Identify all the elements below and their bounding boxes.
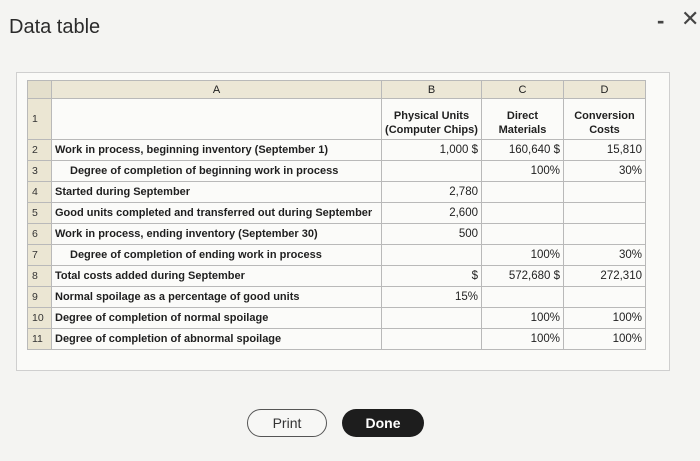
cell-d: 30%: [564, 245, 646, 266]
row-number: 9: [28, 287, 52, 308]
column-letter-a: A: [52, 81, 382, 99]
table-row: [28, 203, 646, 224]
cell-b: [382, 266, 482, 287]
column-letter-d: D: [564, 81, 646, 99]
cell-d: [564, 224, 646, 245]
table-row: [28, 245, 646, 266]
cell-b: [382, 140, 482, 161]
cell-b: [382, 245, 482, 266]
cell-c: [482, 224, 564, 245]
cell-c: 100%: [482, 329, 564, 350]
row-label: Work in process, ending inventory (September 30): [52, 224, 382, 245]
table-row: [28, 287, 646, 308]
row-number: 2: [28, 140, 52, 161]
cell-d: 30%: [564, 161, 646, 182]
row-label: Degree of completion of ending work in process: [52, 245, 382, 266]
print-button[interactable]: Print: [247, 409, 327, 437]
row-label: [52, 99, 382, 140]
table-row: [28, 266, 646, 287]
row-label: Work in process, beginning inventory (September 1): [52, 140, 382, 161]
column-header-d-line1: Conversion: [574, 110, 635, 122]
cell-d: [564, 287, 646, 308]
data-table-frame: [16, 72, 670, 371]
row-label: Good units completed and transferred out during September: [52, 203, 382, 224]
cell-c-value: 160,640: [508, 144, 551, 156]
column-header-b-line2: (Computer Chips): [385, 124, 478, 136]
row-number: 7: [28, 245, 52, 266]
row-number: 5: [28, 203, 52, 224]
cell-c: [482, 266, 564, 287]
cell-c: [482, 140, 564, 161]
row-number: 1: [28, 99, 52, 140]
cell-c: 100%: [482, 161, 564, 182]
table-row: [28, 140, 646, 161]
table-row: [28, 99, 646, 140]
cell-c-currency: $: [553, 270, 560, 282]
row-label: Degree of completion of beginning work in process: [52, 161, 382, 182]
done-button[interactable]: Done: [342, 409, 424, 437]
column-letter-b: B: [382, 81, 482, 99]
cell-d: [564, 203, 646, 224]
cell-b-value: 1,000: [439, 144, 469, 156]
cell-d: 272,310: [564, 266, 646, 287]
row-number: 6: [28, 224, 52, 245]
minimize-icon[interactable]: -: [657, 8, 665, 33]
cell-c: [482, 287, 564, 308]
data-table: [27, 80, 646, 350]
column-header-c-line1: Direct: [506, 110, 539, 122]
row-label: Degree of completion of abnormal spoilage: [52, 329, 382, 350]
table-row: [28, 329, 646, 350]
close-icon[interactable]: ✕: [681, 6, 700, 31]
row-label: Normal spoilage as a percentage of good units: [52, 287, 382, 308]
row-number: 3: [28, 161, 52, 182]
row-label: Degree of completion of normal spoilage: [52, 308, 382, 329]
row-number: 4: [28, 182, 52, 203]
table-row: [28, 224, 646, 245]
cell-b: [382, 161, 482, 182]
dialog-title: Data table: [9, 16, 101, 38]
cell-b: 500: [382, 224, 482, 245]
row-number: 10: [28, 308, 52, 329]
cell-c: 100%: [482, 308, 564, 329]
cell-d: [564, 182, 646, 203]
cell-b: 2,780: [382, 182, 482, 203]
column-letter-row: [28, 81, 646, 99]
column-header-d: [564, 99, 646, 140]
table-row: [28, 182, 646, 203]
cell-b: 2,600: [382, 203, 482, 224]
cell-d: 15,810: [564, 140, 646, 161]
cell-b-currency: $: [471, 270, 478, 282]
table-row: [28, 161, 646, 182]
cell-b-currency: $: [471, 144, 478, 156]
cell-c: 100%: [482, 245, 564, 266]
cell-c-currency: $: [553, 144, 560, 156]
cell-b: [382, 308, 482, 329]
cell-c: [482, 182, 564, 203]
cell-c: [482, 203, 564, 224]
row-number: 8: [28, 266, 52, 287]
cell-d: 100%: [564, 308, 646, 329]
cell-d: 100%: [564, 329, 646, 350]
corner-cell: [28, 81, 52, 99]
cell-c-value: 572,680: [508, 270, 551, 282]
column-header-b-line1: Physical Units: [393, 110, 470, 122]
column-letter-c: C: [482, 81, 564, 99]
cell-b: [382, 329, 482, 350]
column-header-c-line2: Materials: [498, 124, 547, 136]
row-label: Started during September: [52, 182, 382, 203]
column-header-c: [482, 99, 564, 140]
column-header-d-line2: Costs: [589, 124, 620, 136]
table-row: [28, 308, 646, 329]
row-number: 11: [28, 329, 52, 350]
column-header-b: [382, 99, 482, 140]
row-label: Total costs added during September: [52, 266, 382, 287]
cell-b: 15%: [382, 287, 482, 308]
